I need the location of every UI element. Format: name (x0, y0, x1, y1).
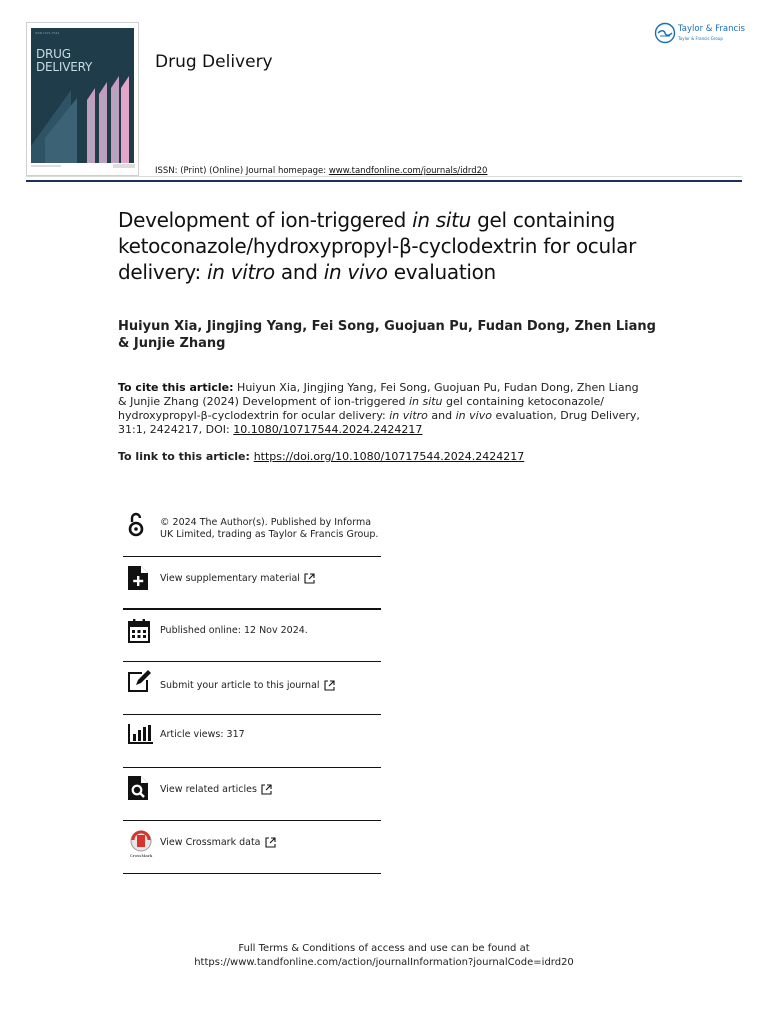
crossmark-icon (128, 830, 154, 858)
citation-text: Huiyun Xia, Jingjing Yang, Fei Song, Guojuan Pu, Fudan Dong, Zhen Liang & Junjie Zhang (2024) Development of ion-triggered (118, 381, 639, 408)
journal-homepage-link[interactable]: www.tandfonline.com/journals/idrd20 (328, 166, 488, 176)
supplementary-material-link[interactable] (160, 573, 315, 585)
header-divider (26, 180, 742, 182)
related-label: View related articles (160, 784, 257, 795)
bar-chart-icon (128, 724, 154, 744)
published-date: Published online: 12 Nov 2024. (160, 625, 308, 636)
journal-cover[interactable] (26, 22, 139, 176)
submit-row[interactable] (123, 662, 381, 715)
article-title (118, 207, 678, 285)
external-link-icon (304, 573, 315, 584)
title-text: and (274, 260, 324, 284)
citation-text: gel containing ketoconazole/ hydroxypropyl-β-cyclodextrin for ocular delivery: (118, 395, 604, 422)
calendar-icon (128, 619, 150, 643)
related-articles-link[interactable] (160, 784, 272, 796)
open-access-row (123, 508, 381, 557)
cover-footer-mark (31, 165, 61, 167)
article-views: Article views: 317 (160, 729, 245, 740)
external-link-icon (324, 680, 335, 691)
issn-label: ISSN: (Print) (Online) Journal homepage: (155, 166, 329, 176)
cover-title-line1: DRUG (36, 47, 71, 61)
title-italic: in situ (412, 208, 472, 232)
citation-italic: in vitro (389, 409, 428, 422)
publisher-name: Taylor & Francis (678, 24, 745, 34)
journal-name[interactable]: Drug Delivery (155, 52, 273, 72)
cover-art (31, 28, 134, 163)
cover-publisher-mark (113, 164, 135, 168)
link-label: To link to this article: (118, 450, 254, 463)
citation-label: To cite this article: (118, 381, 234, 394)
crossmark-logo-text: CrossMark (129, 853, 153, 858)
external-link-icon (265, 837, 276, 848)
terms-url[interactable]: https://www.tandfonline.com/action/journalInformation?journalCode=idrd20 (194, 957, 574, 968)
doi-link[interactable]: 10.1080/10717544.2024.2424217 (233, 423, 423, 436)
article-link-line (118, 450, 648, 464)
open-access-icon (128, 512, 144, 538)
cover-title-line2: DELIVERY (36, 60, 93, 74)
citation (118, 381, 648, 437)
terms-line: Full Terms & Conditions of access and use can be found at (238, 943, 530, 954)
submit-label: Submit your article to this journal (160, 680, 320, 691)
submit-article-link[interactable] (160, 680, 335, 692)
author-list: Huiyun Xia, Jingjing Yang, Fei Song, Guojuan Pu, Fudan Dong, Zhen Liang & Junjie Zhang (118, 319, 656, 351)
citation-italic: in situ (408, 395, 443, 408)
issn-line (155, 166, 487, 176)
terms-footer (0, 942, 768, 970)
published-row (123, 610, 381, 662)
title-text: Development of ion-triggered (118, 208, 413, 232)
cover-top-text: ISSN 1071-7544 (35, 31, 60, 35)
file-add-icon (128, 566, 148, 590)
title-text: gel containing ketoconazole/hydroxypropyl-β-cyclodextrin for ocular delivery: (118, 208, 636, 284)
crossmark-row[interactable] (123, 821, 381, 874)
edit-icon (128, 670, 152, 692)
copyright-notice: © 2024 The Author(s). Published by Informa UK Limited, trading as Taylor & Francis Group. (160, 517, 379, 540)
citation-text: and (427, 409, 456, 422)
taylor-francis-icon (654, 22, 676, 44)
citation-italic: in vivo (455, 409, 492, 422)
crossmark-link[interactable] (160, 837, 276, 849)
title-italic: in vivo (323, 260, 388, 284)
related-row[interactable] (123, 768, 381, 821)
supplementary-row[interactable] (123, 557, 381, 610)
title-text: evaluation (387, 260, 496, 284)
title-italic: in vitro (206, 260, 275, 284)
crossmark-label: View Crossmark data (160, 837, 261, 848)
search-document-icon (128, 776, 148, 800)
views-row (123, 715, 381, 768)
publisher-sub: Taylor & Francis Group (678, 36, 723, 41)
citation-text: evaluation, Drug Delivery, 31:1, 2424217, DOI: (118, 409, 640, 436)
header-divider-light (26, 176, 742, 177)
article-doi-url[interactable]: https://doi.org/10.1080/10717544.2024.2424217 (253, 450, 525, 463)
external-link-icon (261, 784, 272, 795)
cover-graphic-icon (31, 28, 134, 163)
supplementary-label: View supplementary material (160, 573, 300, 584)
